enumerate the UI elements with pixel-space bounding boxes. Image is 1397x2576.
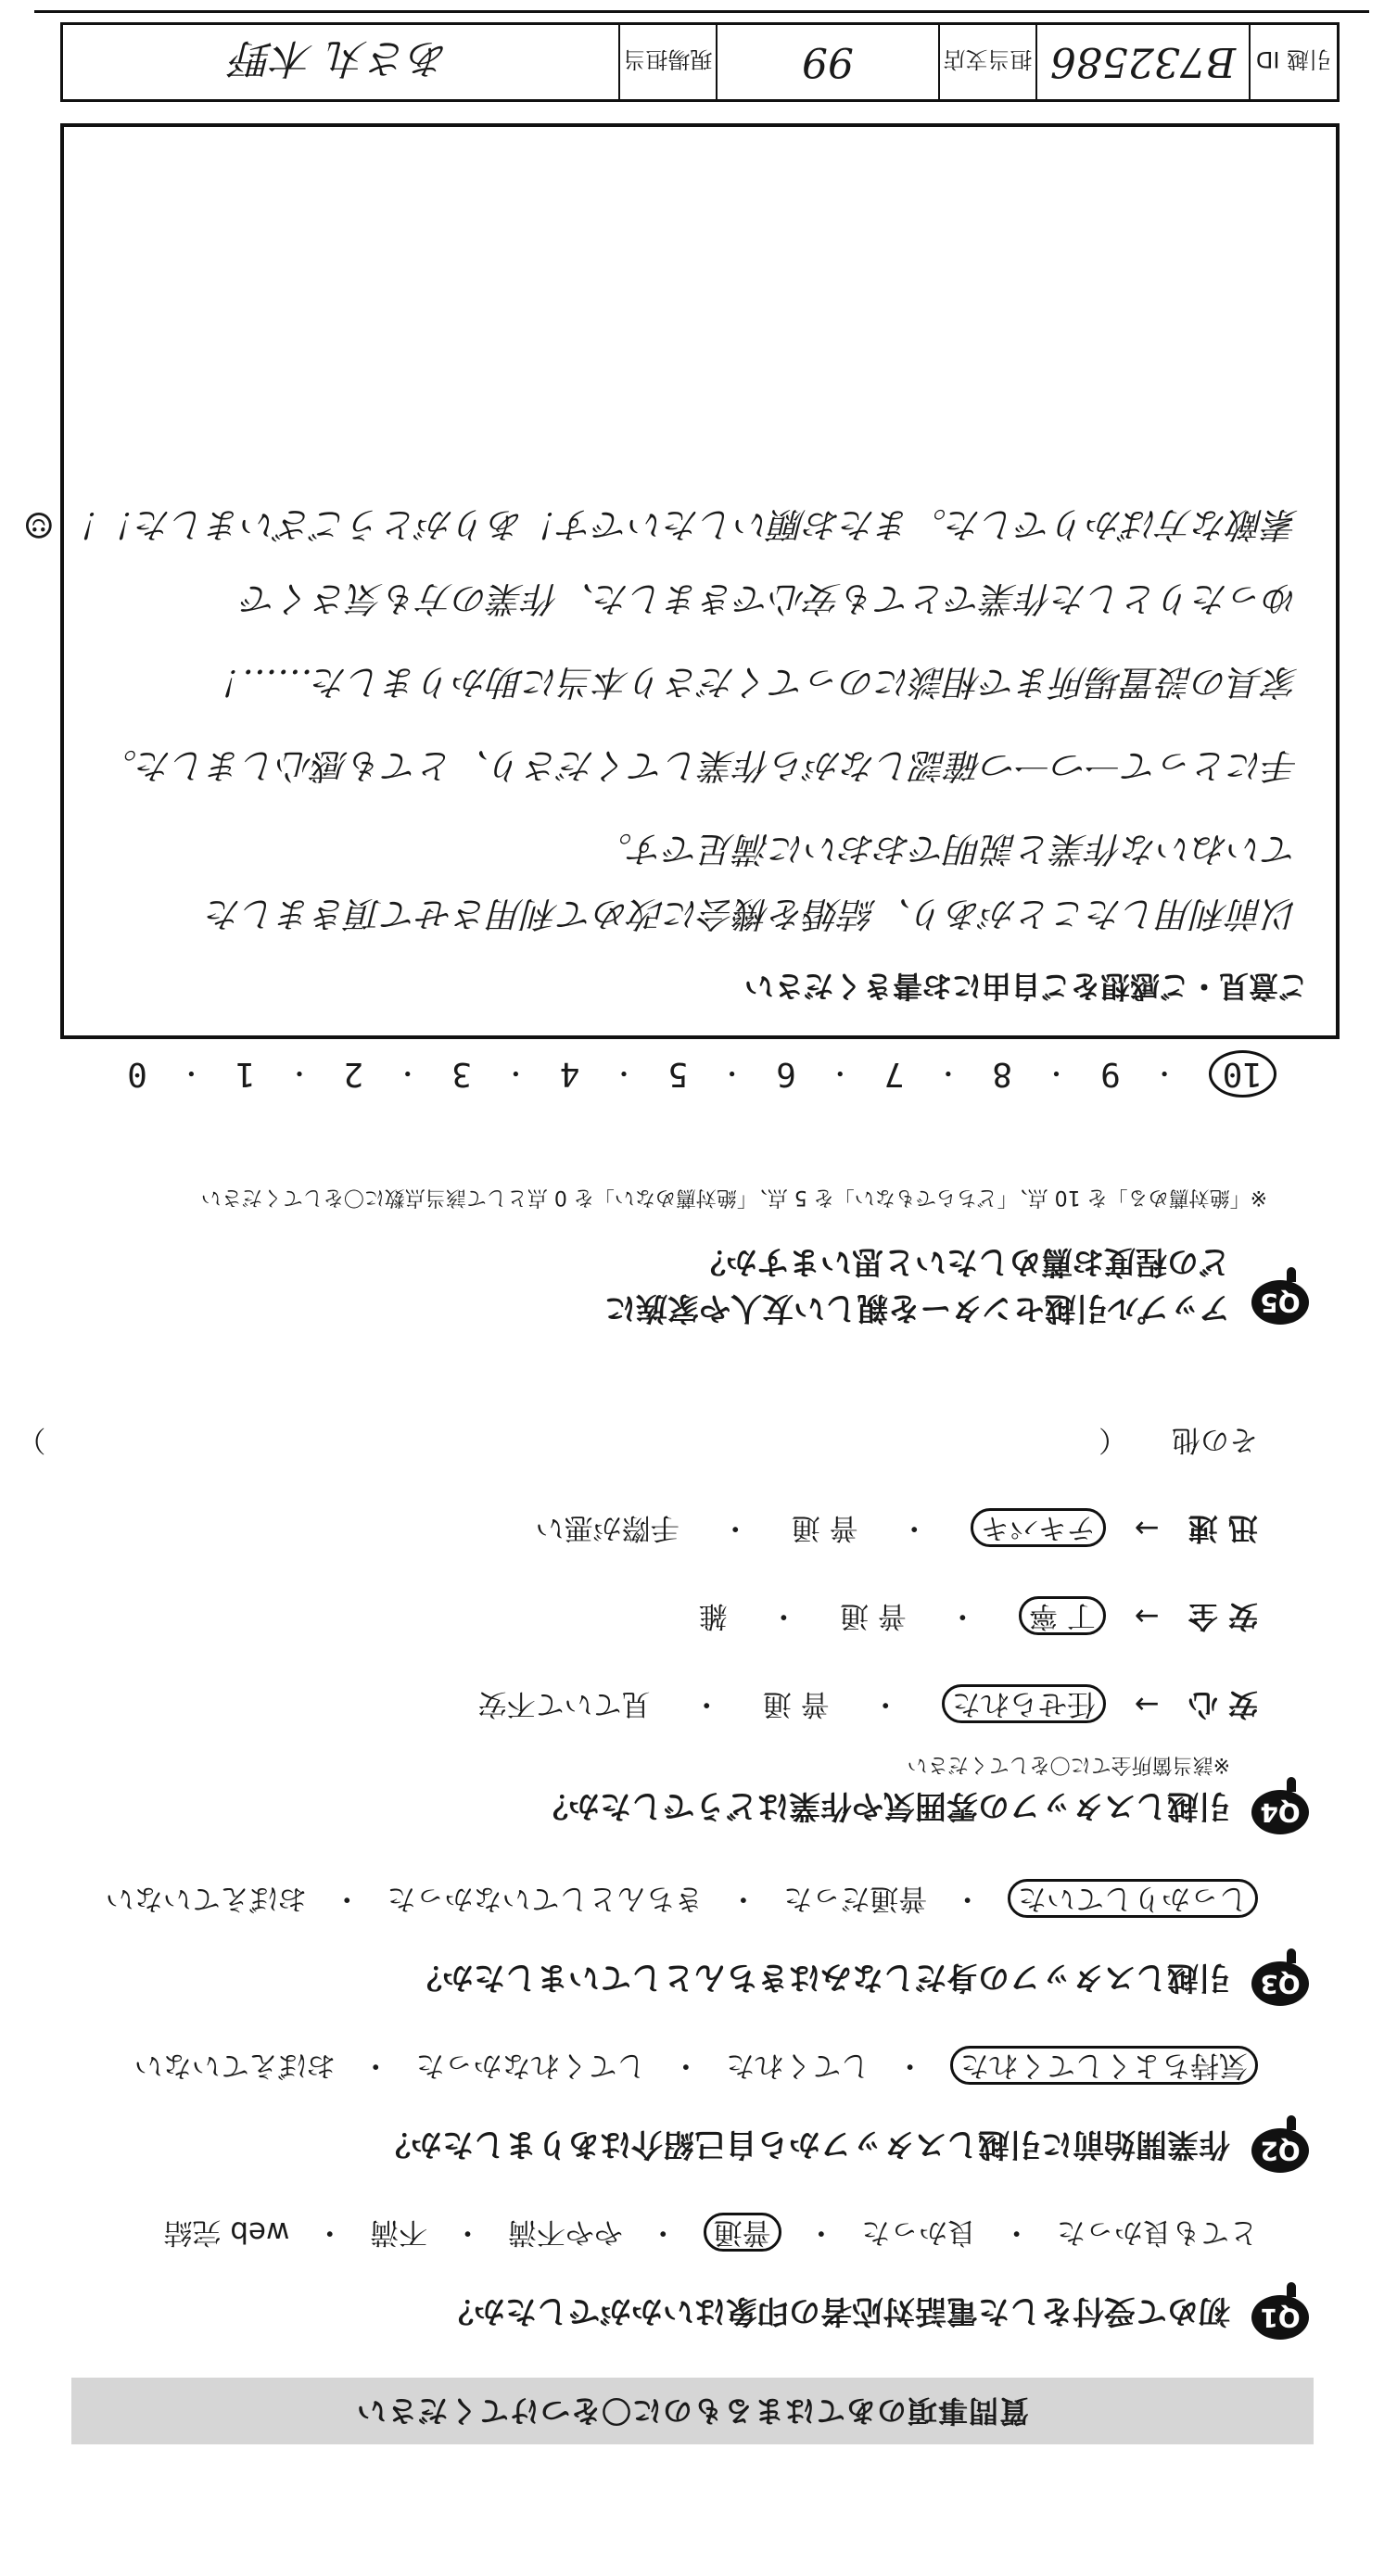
comment-line-2: ていねいな作業と説明でおおいに満足です。 <box>597 829 1299 869</box>
comment-line-1: 以前利用したことがあり、結婚を機会に改めて利用させて頂きました <box>206 894 1299 934</box>
q4-option-clumsy[interactable]: 手際が悪い <box>535 1511 679 1544</box>
q5-note: ※「絶対薦める」を 10 点、「どちらでもない」を 5 点、「絶対薦めない」を 0 点として該当点数に〇をしてください <box>200 1186 1267 1209</box>
q5-score-1[interactable]: 1 <box>235 1055 256 1094</box>
q4-option-uneasy[interactable]: 見ていて不安 <box>477 1687 651 1720</box>
q4-note: ※該当箇所全てに〇をしてください <box>907 1753 1230 1776</box>
q5-score-7[interactable]: 7 <box>883 1055 905 1094</box>
q5-score-3[interactable]: 3 <box>451 1055 472 1094</box>
arrow-right-icon: → <box>1134 1511 1160 1546</box>
q5-question-line2: どの程度お薦めしたいと思いますか？ <box>694 1243 1230 1280</box>
branch-label: 担当支店 <box>938 25 1035 99</box>
arrow-right-icon: → <box>1134 1687 1160 1722</box>
instruction-banner <box>71 2378 1314 2444</box>
q4-row-label: 安 全 <box>1187 1599 1258 1634</box>
q4-other-close: ） <box>17 1423 46 1456</box>
id-value[interactable]: B732586 <box>1035 25 1249 99</box>
q3-question: 引越しスタッフの身だしなみはきちんとしていましたか？ <box>411 1959 1230 1996</box>
q4-other-label: その他 <box>1172 1423 1258 1456</box>
q2-badge: Q2 <box>1251 2128 1309 2173</box>
q5-score-10-selected[interactable]: 10 <box>1209 1051 1276 1098</box>
q5-scale: 10 ・ 9 ・ 8 ・ 7 ・ 6 ・ 5 ・ 4 ・ 3 ・ 2 ・ 1 ・ 0 <box>127 1047 1276 1102</box>
q4-row-jinsoku: 迅 速 → テキパキ ・ 普 通 ・ 手際が悪い <box>146 1509 1258 1552</box>
id-label: 引越 ID <box>1249 25 1337 99</box>
q1-option-web[interactable]: web 完結 <box>163 2215 290 2249</box>
q3-options: しっかりしていた ・ 普通だった ・ きちんとしていなかった ・ おぼえていない <box>89 1881 1258 1922</box>
q3-option-not-neat[interactable]: きちんとしていなかった <box>387 1882 704 1915</box>
comment-line-4: 家具の設置場所まで相談にのってくださり本当に助かりました……！ <box>207 662 1299 703</box>
q2-option-pleasant-selected[interactable]: 気持ちよくしてくれた <box>950 2046 1258 2085</box>
q4-option-rough[interactable]: 雑 <box>698 1599 728 1632</box>
q4-option-normal[interactable]: 普 通 <box>839 1599 907 1632</box>
q3-option-dont-remember[interactable]: おぼえていない <box>105 1882 307 1915</box>
q2-option-dont-remember[interactable]: おぼえていない <box>133 2049 336 2082</box>
q1-option-good[interactable]: 良かった <box>861 2215 977 2249</box>
manager-value[interactable]: あさ丸 木野 <box>232 34 450 82</box>
comment-line-5: ゆったりとした作業でとても安心できました、作業の方も気さくで <box>242 578 1299 619</box>
q3-badge: Q3 <box>1251 1961 1309 2006</box>
q4-question: 引越しスタッフの雰囲気や作業はどうでしたか？ <box>537 1787 1230 1824</box>
q5-badge: Q5 <box>1251 1280 1309 1325</box>
q4-row-label: 迅 速 <box>1187 1511 1258 1546</box>
q1-option-normal-selected[interactable]: 普通 <box>704 2213 781 2252</box>
q1-option-dissatisfied[interactable]: 不満 <box>370 2215 428 2249</box>
comment-box[interactable] <box>22 123 1340 1039</box>
bottom-rule <box>34 10 1369 13</box>
q1-option-slightly-dissatisfied[interactable]: やや不満 <box>507 2215 623 2249</box>
id-table <box>60 22 1340 102</box>
q4-row-anzen: 安 全 → 丁 寧 ・ 普 通 ・ 雑 <box>146 1597 1258 1640</box>
manager-label: 現場担当 <box>618 25 716 99</box>
comment-line-6: 素敵な方ばかりでした。またお願いしたいです！ありがとうございました！！ ☺ <box>22 504 1299 545</box>
comment-title: ご意見・ご感想をご自由にお書きください <box>743 969 1308 1004</box>
q1-option-very-good[interactable]: とても良かった <box>1057 2215 1258 2249</box>
q4-option-careful-selected[interactable]: 丁 寧 <box>1019 1596 1106 1635</box>
q4-option-brisk-selected[interactable]: テキパキ <box>971 1508 1106 1547</box>
q1-badge: Q1 <box>1251 2295 1309 2340</box>
q2-question: 作業開始前に引越しスタッフから自己紹介はありましたか？ <box>379 2126 1230 2163</box>
q4-other-open: （ <box>1099 1423 1128 1456</box>
q4-row-anshin: 安 心 → 任せられた ・ 普 通 ・ 見ていて不安 <box>146 1685 1258 1728</box>
q4-row-label: 安 心 <box>1187 1687 1258 1722</box>
q1-question: 初めて受付をした電話対応者の印象はいかがでしたか？ <box>442 2292 1230 2329</box>
q5-score-4[interactable]: 4 <box>559 1055 580 1094</box>
q4-badge: Q4 <box>1251 1790 1309 1834</box>
q5-question-line1: アップル引越センターを親しい友人や家族に <box>604 1289 1230 1326</box>
q2-options: 気持ちよくしてくれた ・ してくれた ・ してくれなかった ・ おぼえていない <box>118 2048 1258 2089</box>
q4-other <box>0 1422 1258 1464</box>
q4-option-normal[interactable]: 普 通 <box>762 1687 830 1720</box>
q4-option-normal[interactable]: 普 通 <box>791 1511 858 1544</box>
comment-line-3: 手にとって一つ一つ確認しながら作業してくださり、とても感心しました。 <box>101 745 1299 786</box>
q5-score-5[interactable]: 5 <box>667 1055 689 1094</box>
q1-options: とても良かった ・ 良かった ・ 普通 ・ やや不満 ・ 不満 ・ web 完結 <box>146 2214 1258 2256</box>
q5-score-2[interactable]: 2 <box>343 1055 364 1094</box>
q3-option-neat-selected[interactable]: しっかりしていた <box>1008 1879 1258 1918</box>
q2-option-did-not[interactable]: してくれなかった <box>415 2049 646 2082</box>
q2-option-did[interactable]: してくれた <box>726 2049 870 2082</box>
q4-option-trusted-selected[interactable]: 任せられた <box>942 1684 1106 1723</box>
q3-option-normal[interactable]: 普通だった <box>783 1882 928 1915</box>
q5-score-8[interactable]: 8 <box>992 1055 1013 1094</box>
branch-value[interactable]: 99 <box>716 25 938 99</box>
q5-score-6[interactable]: 6 <box>776 1055 796 1094</box>
q5-score-9[interactable]: 9 <box>1100 1055 1121 1094</box>
instruction-banner-text: 質問事項のあてはまるものに〇をつけてください <box>356 2393 1030 2429</box>
q5-score-0[interactable]: 0 <box>127 1055 147 1094</box>
arrow-right-icon: → <box>1134 1599 1160 1634</box>
